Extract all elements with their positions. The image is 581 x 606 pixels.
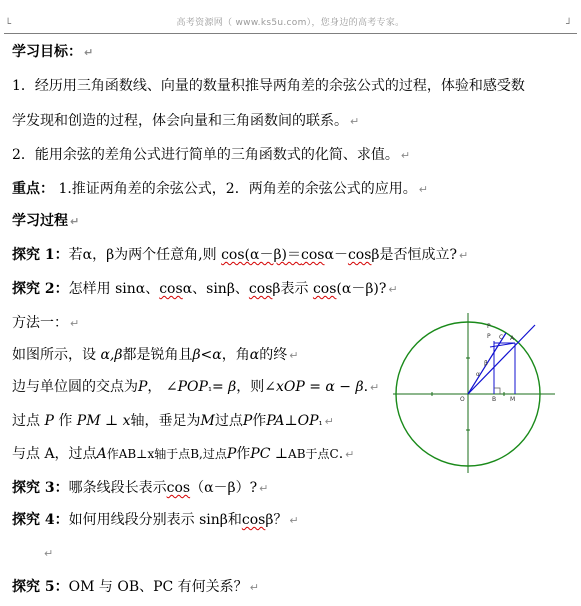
- page-header: [0, 0, 581, 34]
- method-1-line: 方法一： ↵: [12, 315, 80, 331]
- figure-desc-line-4: 与点 A，过点A作AB⊥x轴于点B,过点P作PC ⊥AB于点C. ↵: [12, 446, 355, 462]
- label-m: M: [510, 396, 516, 403]
- explore-4-line: 探究 4：如何用线段分别表示 sinβ和cosβ？ ↵: [12, 512, 299, 528]
- explore-1-line: 探究 1：若α，β为两个任意角,则 cos(α－β)＝cosα－cosβ是否恒成立? ↵: [12, 247, 469, 263]
- right-angle-mark-m: [494, 388, 500, 394]
- figure-desc-line-2: 边与单位圆的交点为P， ∠POP₁= β，则∠xOP = α − β. ↵: [12, 379, 380, 395]
- header-rule: [4, 33, 577, 34]
- explore-5-line: 探究 5：OM 与 OB、PC 有何关系？ ↵: [12, 579, 259, 595]
- corner-mark-left: └: [5, 19, 12, 30]
- corner-mark-right: ┘: [566, 19, 573, 30]
- empty-paragraph: ↵: [44, 547, 54, 560]
- label-p: P: [487, 333, 491, 340]
- goal-1-line-2: 学发现和创造的过程，体会向量和三角函数间的联系。 ↵: [12, 113, 360, 129]
- unit-circle-diagram: [393, 313, 555, 473]
- explore-2-line: 探究 2：怎样用 sinα、cosα、sinβ、cosβ表示 cos(α－β)? ↵: [12, 281, 398, 297]
- header-text: 高考资源网（ www.ks5u.com），您身边的高考专家。: [176, 18, 405, 28]
- explore-3-line: 探究 3：哪条线段长表示cos（α－β）? ↵: [12, 480, 269, 496]
- label-c: C: [499, 334, 504, 341]
- goal-1-line-1: 1．经历用三角函数线、向量的数量积推导两角差的余弦公式的过程，体验和感受数: [12, 78, 525, 94]
- goal-2-line: 2．能用余弦的差角公式进行简单的三角函数式的化简、求值。 ↵: [12, 147, 411, 163]
- key-points-line: 重点： 1.推证两角差的余弦公式，2．两角差的余弦公式的应用。 ↵: [12, 181, 428, 197]
- label-alpha: α: [476, 371, 480, 378]
- label-beta: β: [484, 360, 488, 367]
- label-a: A: [510, 335, 515, 342]
- goal-heading: 学习目标： ↵: [12, 44, 94, 60]
- label-b: B: [492, 396, 497, 403]
- label-o: O: [460, 396, 465, 403]
- process-heading: 学习过程 ↵: [12, 213, 80, 229]
- label-p1: P: [487, 323, 491, 330]
- figure-desc-line-3: 过点 P 作 PM ⊥ x轴，垂足为M过点P作PA⊥OP₁ ↵: [12, 413, 334, 429]
- figure-desc-line-1: 如图所示，设 α,β都是锐角且β<α，角α的终 ↵: [12, 347, 299, 363]
